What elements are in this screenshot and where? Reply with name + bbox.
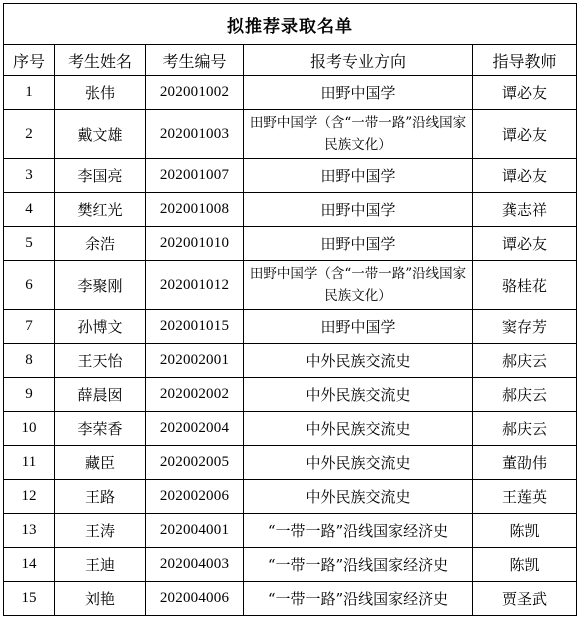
cell-major: “一带一路”沿线国家经济史 — [244, 582, 473, 616]
cell-major: 田野中国学 — [244, 193, 473, 227]
cell-advisor: 骆桂花 — [473, 261, 577, 310]
cell-code: 202002004 — [146, 412, 244, 446]
cell-name: 余浩 — [55, 227, 146, 261]
cell-name: 薛晨囡 — [55, 378, 146, 412]
cell-advisor: 龚志祥 — [473, 193, 577, 227]
cell-index: 8 — [4, 344, 55, 378]
cell-index: 6 — [4, 261, 55, 310]
table-body — [4, 76, 577, 616]
cell-index: 1 — [4, 76, 55, 110]
table-row — [4, 514, 577, 548]
cell-name: 孙博文 — [55, 310, 146, 344]
cell-code: 202002002 — [146, 378, 244, 412]
cell-advisor: 郝庆云 — [473, 378, 577, 412]
cell-code: 202004001 — [146, 514, 244, 548]
cell-advisor: 贾圣武 — [473, 582, 577, 616]
cell-name: 李荣香 — [55, 412, 146, 446]
cell-index: 9 — [4, 378, 55, 412]
cell-name: 王迪 — [55, 548, 146, 582]
cell-code: 202001012 — [146, 261, 244, 310]
table-row — [4, 159, 577, 193]
table-row — [4, 261, 577, 310]
cell-advisor: 王莲英 — [473, 480, 577, 514]
header-row — [4, 45, 577, 76]
cell-advisor: 陈凯 — [473, 548, 577, 582]
cell-major: 田野中国学 — [244, 310, 473, 344]
cell-advisor: 谭必友 — [473, 227, 577, 261]
cell-code: 202002001 — [146, 344, 244, 378]
cell-name: 藏臣 — [55, 446, 146, 480]
table-row — [4, 227, 577, 261]
cell-code: 202001015 — [146, 310, 244, 344]
cell-index: 4 — [4, 193, 55, 227]
table-row — [4, 582, 577, 616]
cell-major: 田野中国学（含“一带一路”沿线国家民族文化） — [244, 261, 473, 310]
cell-code: 202001008 — [146, 193, 244, 227]
table-row — [4, 110, 577, 159]
cell-index: 13 — [4, 514, 55, 548]
cell-major: 田野中国学（含“一带一路”沿线国家民族文化） — [244, 110, 473, 159]
table-row — [4, 378, 577, 412]
header-index: 序号 — [4, 45, 55, 76]
header-name: 考生姓名 — [55, 45, 146, 76]
cell-name: 王路 — [55, 480, 146, 514]
cell-code: 202002005 — [146, 446, 244, 480]
cell-advisor: 谭必友 — [473, 110, 577, 159]
cell-major: “一带一路”沿线国家经济史 — [244, 514, 473, 548]
table-row — [4, 480, 577, 514]
cell-major: 中外民族交流史 — [244, 480, 473, 514]
cell-index: 15 — [4, 582, 55, 616]
cell-code: 202001003 — [146, 110, 244, 159]
table-row — [4, 76, 577, 110]
header-advisor: 指导教师 — [473, 45, 577, 76]
cell-name: 王涛 — [55, 514, 146, 548]
cell-name: 王天怡 — [55, 344, 146, 378]
cell-index: 11 — [4, 446, 55, 480]
cell-major: 田野中国学 — [244, 76, 473, 110]
cell-code: 202002006 — [146, 480, 244, 514]
cell-name: 樊红光 — [55, 193, 146, 227]
cell-major: 田野中国学 — [244, 159, 473, 193]
cell-index: 7 — [4, 310, 55, 344]
header-major: 报考专业方向 — [244, 45, 473, 76]
header-code: 考生编号 — [146, 45, 244, 76]
cell-advisor: 谭必友 — [473, 76, 577, 110]
cell-index: 14 — [4, 548, 55, 582]
cell-advisor: 陈凯 — [473, 514, 577, 548]
cell-index: 3 — [4, 159, 55, 193]
cell-major: 中外民族交流史 — [244, 344, 473, 378]
cell-major: 中外民族交流史 — [244, 378, 473, 412]
cell-code: 202004006 — [146, 582, 244, 616]
cell-major: 中外民族交流史 — [244, 446, 473, 480]
table-row — [4, 446, 577, 480]
table-row — [4, 548, 577, 582]
cell-index: 10 — [4, 412, 55, 446]
cell-code: 202001002 — [146, 76, 244, 110]
cell-code: 202001010 — [146, 227, 244, 261]
cell-code: 202001007 — [146, 159, 244, 193]
cell-name: 刘艳 — [55, 582, 146, 616]
cell-name: 李国亮 — [55, 159, 146, 193]
admission-list-table — [3, 3, 577, 616]
cell-name: 戴文雄 — [55, 110, 146, 159]
cell-index: 12 — [4, 480, 55, 514]
cell-major: 田野中国学 — [244, 227, 473, 261]
cell-advisor: 郝庆云 — [473, 412, 577, 446]
table-row — [4, 412, 577, 446]
cell-advisor: 郝庆云 — [473, 344, 577, 378]
table-row — [4, 344, 577, 378]
table-title: 拟推荐录取名单 — [4, 4, 577, 45]
cell-advisor: 谭必友 — [473, 159, 577, 193]
cell-major: “一带一路”沿线国家经济史 — [244, 548, 473, 582]
cell-index: 5 — [4, 227, 55, 261]
cell-index: 2 — [4, 110, 55, 159]
table-row — [4, 310, 577, 344]
table-row — [4, 193, 577, 227]
cell-advisor: 窦存芳 — [473, 310, 577, 344]
cell-name: 张伟 — [55, 76, 146, 110]
cell-name: 李聚刚 — [55, 261, 146, 310]
cell-major: 中外民族交流史 — [244, 412, 473, 446]
cell-advisor: 董劭伟 — [473, 446, 577, 480]
cell-code: 202004003 — [146, 548, 244, 582]
